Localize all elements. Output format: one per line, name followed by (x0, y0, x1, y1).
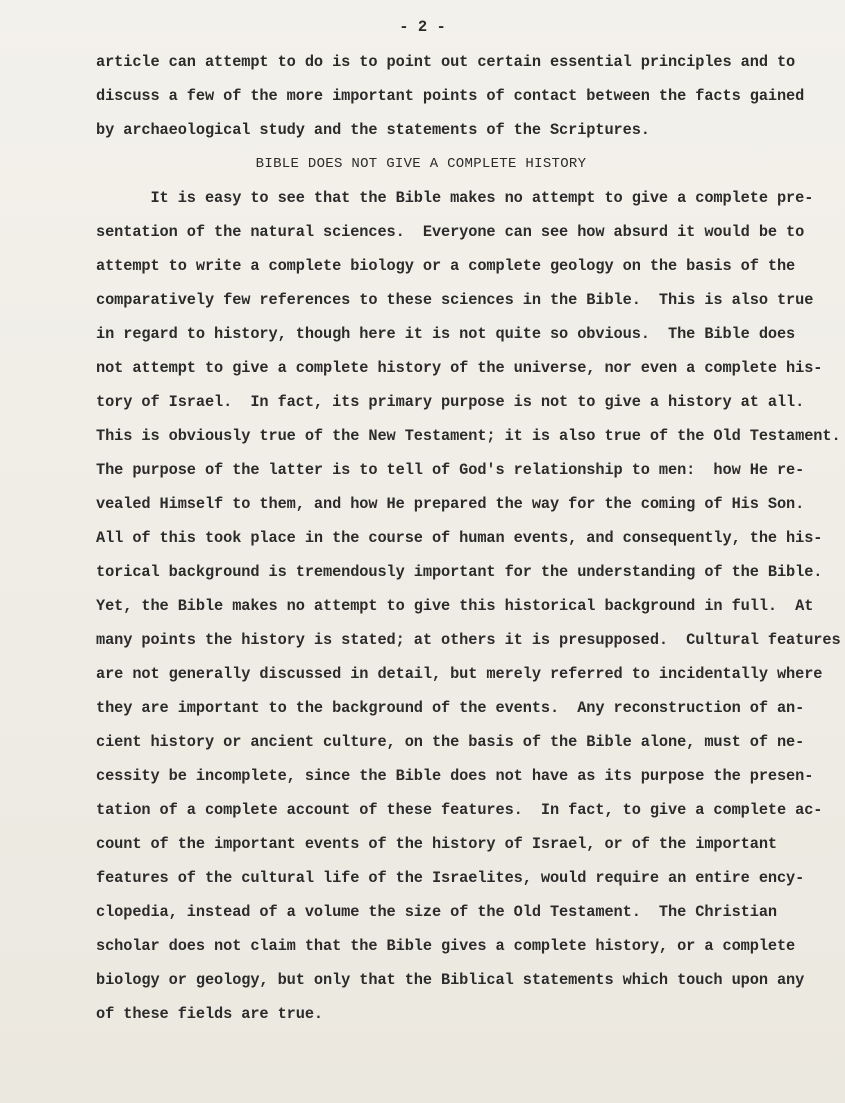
text-line: discuss a few of the more important points of contact between the facts gained (96, 87, 805, 105)
text-line: torical background is tremendously important for the understanding of the Bible. (96, 563, 823, 581)
text-line: cessity be incomplete, since the Bible does not have as its purpose the presen- (96, 767, 814, 785)
text-line: features of the cultural life of the Israelites, would require an entire ency- (96, 869, 805, 887)
text-line: not attempt to give a complete history of the universe, nor even a complete his- (96, 359, 823, 377)
text-line: biology or geology, but only that the Biblical statements which touch upon any (96, 971, 805, 989)
text-line: comparatively few references to these sciences in the Bible. This is also true (96, 291, 814, 309)
text-line: vealed Himself to them, and how He prepared the way for the coming of His Son. (96, 495, 805, 513)
text-line: of these fields are true. (96, 1005, 323, 1023)
text-line: It is easy to see that the Bible makes no attempt to give a complete pre- (96, 189, 814, 207)
text-line: in regard to history, though here it is not quite so obvious. The Bible does (96, 325, 796, 343)
text-line: This is obviously true of the New Testament; it is also true of the Old Testament. (96, 427, 841, 445)
text-line: scholar does not claim that the Bible gives a complete history, or a complete (96, 937, 796, 955)
text-line: they are important to the background of the events. Any reconstruction of an- (96, 699, 805, 717)
main-paragraph (96, 181, 841, 1031)
text-line: many points the history is stated; at others it is presupposed. Cultural features (96, 631, 841, 649)
text-line: cient history or ancient culture, on the basis of the Bible alone, must of ne- (96, 733, 805, 751)
text-line: are not generally discussed in detail, but merely referred to incidentally where (96, 665, 823, 683)
text-line: sentation of the natural sciences. Everyone can see how absurd it would be to (96, 223, 805, 241)
text-line: tory of Israel. In fact, its primary purpose is not to give a history at all. (96, 393, 805, 411)
text-line: The purpose of the latter is to tell of God's relationship to men: how He re- (96, 461, 805, 479)
text-line: article can attempt to do is to point out certain essential principles and to (96, 53, 796, 71)
text-line: Yet, the Bible makes no attempt to give this historical background in full. At (96, 597, 814, 615)
text-line: attempt to write a complete biology or a complete geology on the basis of the (96, 257, 796, 275)
text-line: tation of a complete account of these features. In fact, to give a complete ac- (96, 801, 823, 819)
document-body (96, 45, 841, 1031)
text-line: by archaeological study and the statements of the Scriptures. (96, 121, 650, 139)
text-line: All of this took place in the course of human events, and consequently, the his- (96, 529, 823, 547)
text-line: count of the important events of the history of Israel, or of the important (96, 835, 777, 853)
intro-paragraph (96, 45, 816, 147)
page-number: - 2 - (399, 18, 446, 36)
section-heading: BIBLE DOES NOT GIVE A COMPLETE HISTORY (255, 156, 587, 172)
text-line: clopedia, instead of a volume the size of the Old Testament. The Christian (96, 903, 777, 921)
